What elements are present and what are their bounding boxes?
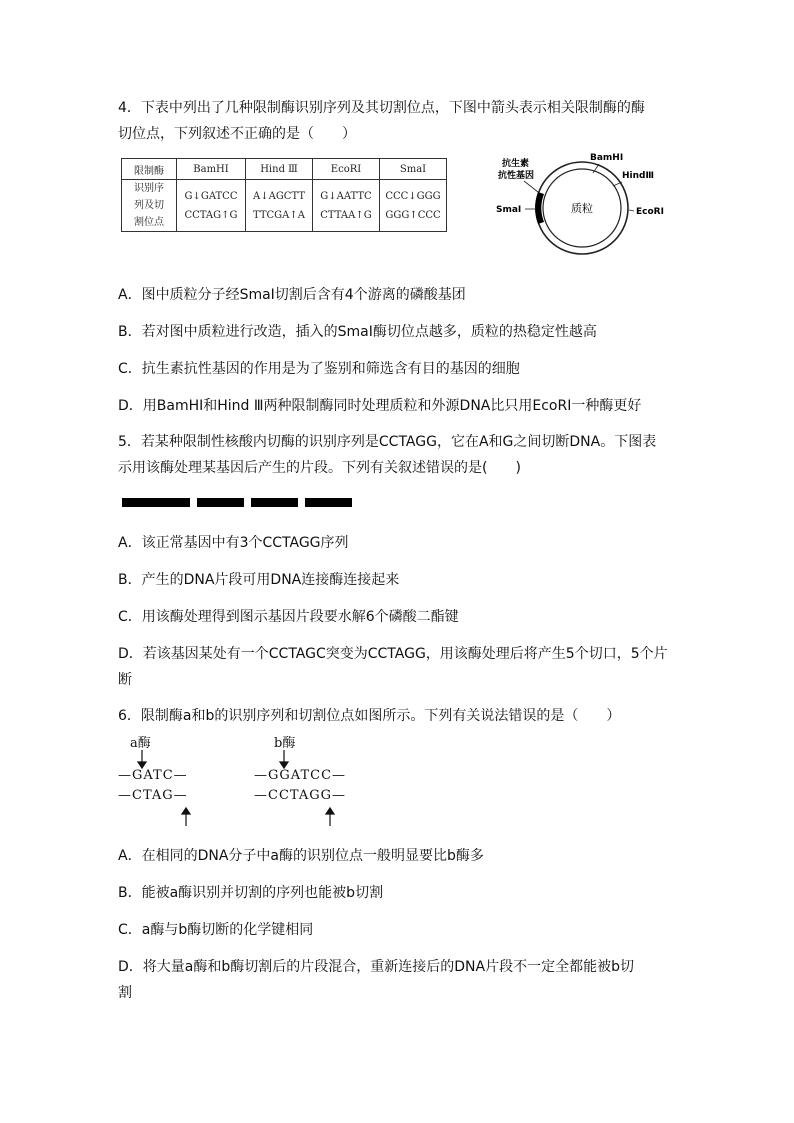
row-label-line: 列及切 (134, 200, 164, 211)
restriction-site-figure (118, 730, 378, 830)
dna-fragment (305, 498, 352, 507)
seq-top: G↓AATTC (320, 190, 372, 202)
seq-top: G↓GATCC (184, 190, 238, 202)
row-label-line: 识别序 (134, 183, 164, 194)
q5-option-a: A．该正常基因中有3个CCTAGG序列 (118, 535, 349, 551)
table-header-cell: EcoRⅠ (313, 159, 380, 180)
q4-option-c: C．抗生素抗性基因的作用是为了鉴别和筛选含有目的基因的细胞 (118, 361, 520, 377)
enzyme-a-label: a酶 (130, 736, 151, 751)
q5-option-c: C．用该酶处理得到图示基因片段要水解6个磷酸二酯键 (118, 609, 459, 625)
dna-fragment (197, 498, 244, 507)
arrow-up-icon (182, 808, 190, 814)
dna-fragment (122, 498, 190, 507)
arrow-down-icon (280, 762, 288, 768)
q4-option-d: D．用BamHⅠ和Hind Ⅲ两种限制酶同时处理质粒和外源DNA比只用EcoRⅠ一种酶更好 (118, 398, 642, 414)
q6-option-d-line1: D．将大量a酶和b酶切割后的片段混合，重新连接后的DNA片段不一定全都能被b切 (118, 959, 634, 975)
q4-option-b: B．若对图中质粒进行改造，插入的SmaⅠ酶切位点越多，质粒的热稳定性越高 (118, 324, 597, 340)
ecor1-arrow (629, 210, 634, 211)
seq-top: A↓AGCTT (253, 190, 305, 202)
table-header-cell: Hind Ⅲ (246, 159, 313, 180)
q6-option-a: A．在相同的DNA分子中a酶的识别位点一般明显要比b酶多 (118, 848, 484, 864)
q5-stem-line2: 示用该酶处理某基因后产生的片段。下列有关叙述错误的是( ) (118, 460, 521, 476)
q5-option-d-line1: D．若该基因某处有一个CCTAGC突变为CCTAGG，用该酶处理后将产生5个切口，5个片 (118, 646, 668, 662)
seq-bottom: GGG↑CCC (385, 209, 441, 221)
cut-arrows (118, 730, 378, 830)
q6-option-d-line2: 割 (118, 985, 132, 1001)
seq-bottom: TTCGA↑A (253, 209, 305, 221)
dna-fragment (251, 498, 298, 507)
q5-stem-line1: 5．若某种限制性核酸内切酶的识别序列是CCTAGG，它在A和G之间切断DNA。下图表 (118, 434, 657, 450)
q4-stem-line2: 切位点，下列叙述不正确的是（ ） (118, 126, 356, 142)
enzyme-a-bottom-strand: —CTAG— (118, 788, 188, 803)
enzyme-a-top-strand: —GATC— (118, 768, 188, 783)
seq-bottom: CCTAG↑G (184, 209, 238, 221)
table-cell-smai (380, 180, 447, 232)
arrow-down-icon (138, 762, 146, 768)
enzyme-b-label: b酶 (274, 736, 296, 751)
q4-option-a: A．图中质粒分子经SmaⅠ切割后含有4个游离的磷酸基团 (118, 287, 466, 303)
table-header-cell: SmaⅠ (380, 159, 447, 180)
q6-option-c: C．a酶与b酶切断的化学键相同 (118, 922, 314, 938)
plasmid-center-label: 质粒 (571, 202, 593, 215)
table-cell-hind3 (246, 180, 313, 232)
q6-stem: 6．限制酶a和b的识别序列和切割位点如图所示。下列有关说法错误的是（ ） (118, 708, 621, 724)
q4-stem-line1: 4．下表中列出了几种限制酶识别序列及其切割位点，下图中箭头表示相关限制酶的酶 (118, 100, 645, 116)
ecor1-label: EcoRⅠ (636, 207, 664, 217)
enzyme-b-top-strand: —GGATCC— (254, 768, 347, 783)
smai-label: SmaⅠ (496, 205, 522, 215)
resistance-label-line1: 抗生素 (502, 159, 530, 169)
resistance-pointer (524, 181, 538, 192)
table-header-cell: 限制酶 (122, 159, 177, 180)
hind3-label: HindⅢ (622, 171, 654, 181)
table-row-label (122, 180, 177, 232)
plasmid-diagram (494, 148, 684, 258)
table-header-cell: BamHⅠ (177, 159, 246, 180)
row-label-line: 割位点 (134, 217, 164, 228)
enzyme-b-bottom-strand: —CCTAGG— (254, 788, 347, 803)
table-cell-ecor1 (313, 180, 380, 232)
resistance-label-line2: 抗性基因 (498, 171, 535, 181)
q5-option-b: B．产生的DNA片段可用DNA连接酶连接起来 (118, 572, 400, 588)
bamh1-label: BamHⅠ (590, 153, 624, 163)
q6-option-b: B．能被a酶识别并切割的序列也能被b切割 (118, 885, 384, 901)
arrow-up-icon (326, 808, 334, 814)
table-cell-bamh1 (177, 180, 246, 232)
q5-option-d-line2: 断 (118, 672, 132, 688)
enzyme-table (121, 158, 447, 232)
seq-bottom: CTTAA↑G (320, 209, 372, 221)
seq-top: CCC↓GGG (385, 190, 441, 202)
